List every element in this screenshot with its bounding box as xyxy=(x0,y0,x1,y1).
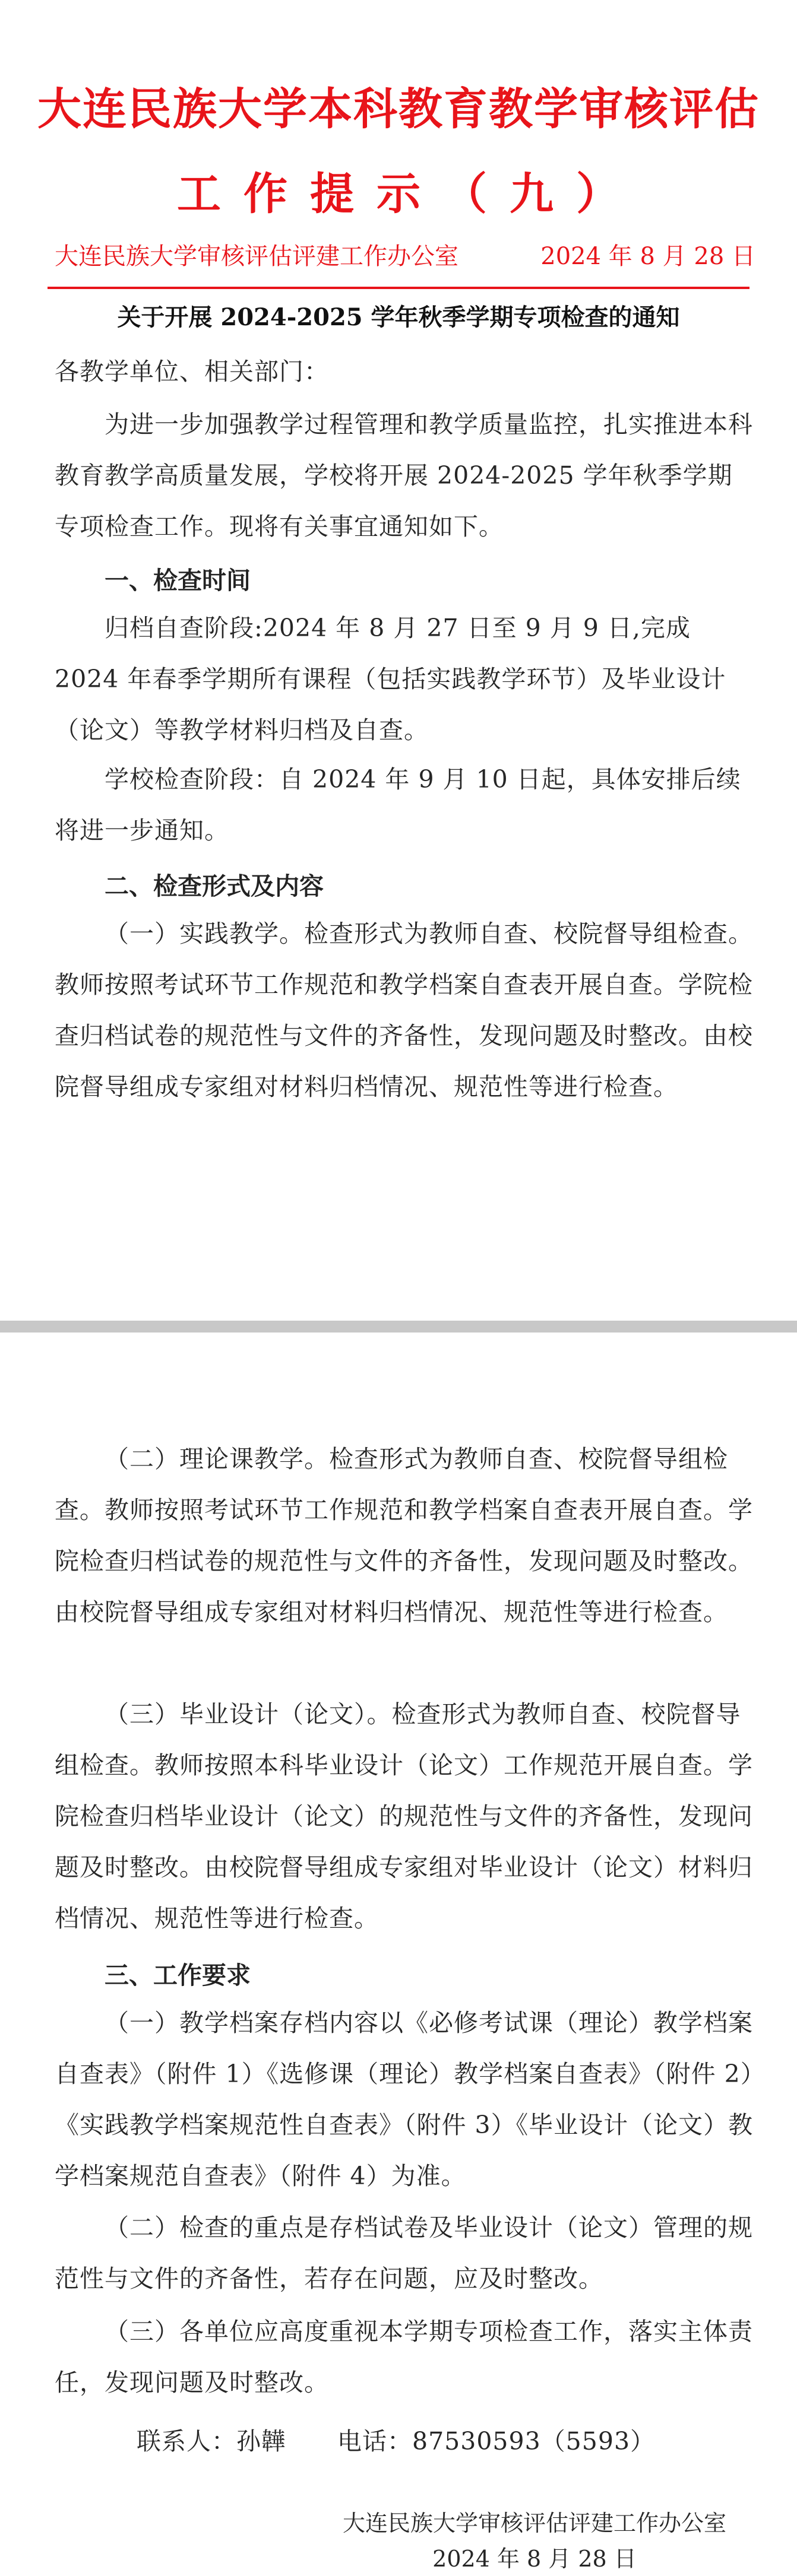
paragraph-school-check-stage: 学校检查阶段：自 2024 年 9 月 10 日起，具体安排后续将进一步通知。 xyxy=(55,765,741,845)
paragraph-graduation-thesis: （三）毕业设计（论文）。检查形式为教师自查、校院督导组检查。教师按照本科毕业设计（论文）工作规范开展自查。学院检查归档毕业设计（论文）的规范性与文件的齐备性，发现问题及时整改。由校院督导组成专家组对毕业设计（论文）材料归档情况、规范性等进行检查。 xyxy=(55,1700,753,1933)
document-subtitle: 工作提示（九） xyxy=(177,169,643,220)
section-heading-time: 一、检查时间 xyxy=(105,566,251,595)
section-heading-requirements: 三、工作要求 xyxy=(105,1961,251,1990)
paragraph-practice-teaching: （一）实践教学。检查形式为教师自查、校院督导组检查。教师按照考试环节工作规范和教学档案自查表开展自查。学院检查归档试卷的规范性与文件的齐备性，发现问题及时整改。由校院督导组成专家组对材料归档情况、规范性等进行检查。 xyxy=(55,919,753,1101)
paragraph-unit-responsibility: （三）各单位应高度重视本学期专项检查工作，落实主体责任，发现问题及时整改。 xyxy=(55,2317,753,2397)
signature-office: 大连民族大学审核评估评建工作办公室 xyxy=(342,2510,726,2536)
notice-title: 关于开展 2024-2025 学年秋季学期专项检查的通知 xyxy=(117,303,680,331)
signature-date: 2024 年 8 月 28 日 xyxy=(432,2546,637,2572)
contact-person: 联系人：孙韡 xyxy=(137,2427,286,2456)
document-title: 大连民族大学本科教育教学审核评估 xyxy=(37,84,760,135)
paragraph-theory-teaching: （二）理论课教学。检查形式为教师自查、校院督导组检查。教师按照考试环节工作规范和教学档案自查表开展自查。学院检查归档试卷的规范性与文件的齐备性，发现问题及时整改。由校院督导组成专家组对材料归档情况、规范性等进行检查。 xyxy=(55,1445,753,1626)
paragraph-check-focus: （二）检查的重点是存档试卷及毕业设计（论文）管理的规范性与文件的齐备性，若存在问题，应及时整改。 xyxy=(55,2213,753,2293)
contact-phone: 电话：87530593（5593） xyxy=(337,2427,656,2456)
issue-date: 2024 年 8 月 28 日 xyxy=(540,243,755,270)
section-heading-form-content: 二、检查形式及内容 xyxy=(105,872,324,900)
document-page-2 xyxy=(0,1333,797,2576)
salutation: 各教学单位、相关部门： xyxy=(55,357,329,386)
page-separator xyxy=(0,1321,797,1333)
paragraph-self-check-stage: 归档自查阶段:2024 年 8 月 27 日至 9 月 9 日,完成 2024 年春季学期所有课程（包括实践教学环节）及毕业设计（论文）等教学材料归档及自查。 xyxy=(55,614,726,744)
issuing-office: 大连民族大学审核评估评建工作办公室 xyxy=(55,243,458,270)
header-divider xyxy=(48,287,749,289)
paragraph-archive-content: （一）教学档案存档内容以《必修考试课（理论）教学档案自查表》（附件 1）《选修课（理论）教学档案自查表》（附件 2）《实践教学档案规范性自查表》（附件 3）《毕业设计（论文）教学档案规范自查表》（附件 4）为准。 xyxy=(55,2009,754,2190)
intro-paragraph: 为进一步加强教学过程管理和教学质量监控，扎实推进本科教育教学高质量发展，学校将开展 2024-2025 学年秋季学期专项检查工作。现将有关事宜通知如下。 xyxy=(55,410,753,541)
